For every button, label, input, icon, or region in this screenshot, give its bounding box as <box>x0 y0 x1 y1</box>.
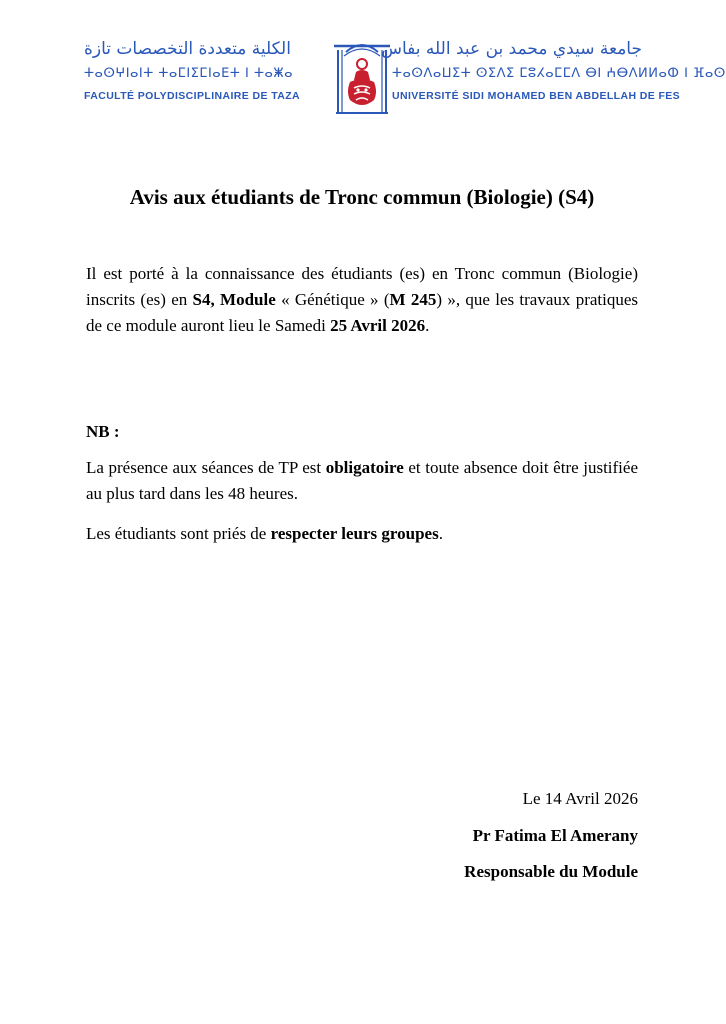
signature-date: Le 14 Avril 2026 <box>522 789 638 808</box>
text-segment: « Génétique » ( <box>275 290 390 309</box>
notice-title: Avis aux étudiants de Tronc commun (Biologie) (S4) <box>129 185 595 209</box>
university-name-arabic: جامعة سيدي محمد بن عبد الله بفاس <box>381 39 642 59</box>
tp-date: 25 Avril 2026 <box>330 316 426 335</box>
announcement-paragraph <box>86 261 638 339</box>
university-name-tifinagh: ⵜⴰⵙⴷⴰⵡⵉⵜ ⵙⵉⴷⵉ ⵎⵓⵃⴰⵎⵎⴷ ⴱⵏ ⵄⴱⴷⵍⵍⴰⵀ ⵏ ⴼⴰⵙ <box>392 66 726 81</box>
text-segment: et toute absence doit être justifiée au plus tard dans les 48 heures. <box>86 458 638 503</box>
faculty-name-tifinagh: ⵜⴰⵙⵖⵏⴰⵏⵜ ⵜⴰⵎⵏⵉⵎⵏⴰⴹⵜ ⵏ ⵜⴰⵥⴰ <box>84 66 294 81</box>
university-header <box>381 38 726 103</box>
bold-segment: S4, Module <box>192 290 276 309</box>
signature-role: Responsable du Module <box>464 862 638 881</box>
text-segment: . <box>425 316 430 335</box>
faculty-name-french: FACULTÉ POLYDISCIPLINAIRE DE TAZA <box>84 90 301 102</box>
text-segment: ) », que les travaux pratiques de ce module auront lieu le Samedi <box>86 290 639 335</box>
module-code: M 245 <box>389 290 437 309</box>
text-segment: . <box>438 524 443 543</box>
nb-label: NB : <box>86 422 120 441</box>
faculty-header <box>84 38 334 103</box>
attendance-paragraph <box>86 455 638 507</box>
faculty-name-arabic: الكلية متعددة التخصصات تازة <box>84 39 291 59</box>
letterhead <box>84 38 726 118</box>
bold-segment: respecter leurs groupes <box>270 524 439 543</box>
bold-segment: obligatoire <box>325 458 404 477</box>
text-segment: Les étudiants sont priés de <box>86 524 271 543</box>
text-segment: Il est porté à la connaissance des étudiants (es) en Tronc commun (Biologie) inscrits (es) en <box>86 264 638 309</box>
groups-paragraph <box>86 521 638 547</box>
text-segment: La présence aux séances de TP est <box>86 458 326 477</box>
university-name-french: UNIVERSITÉ SIDI MOHAMED BEN ABDELLAH DE FES <box>392 90 681 102</box>
signature-name: Pr Fatima El Amerany <box>472 826 638 845</box>
